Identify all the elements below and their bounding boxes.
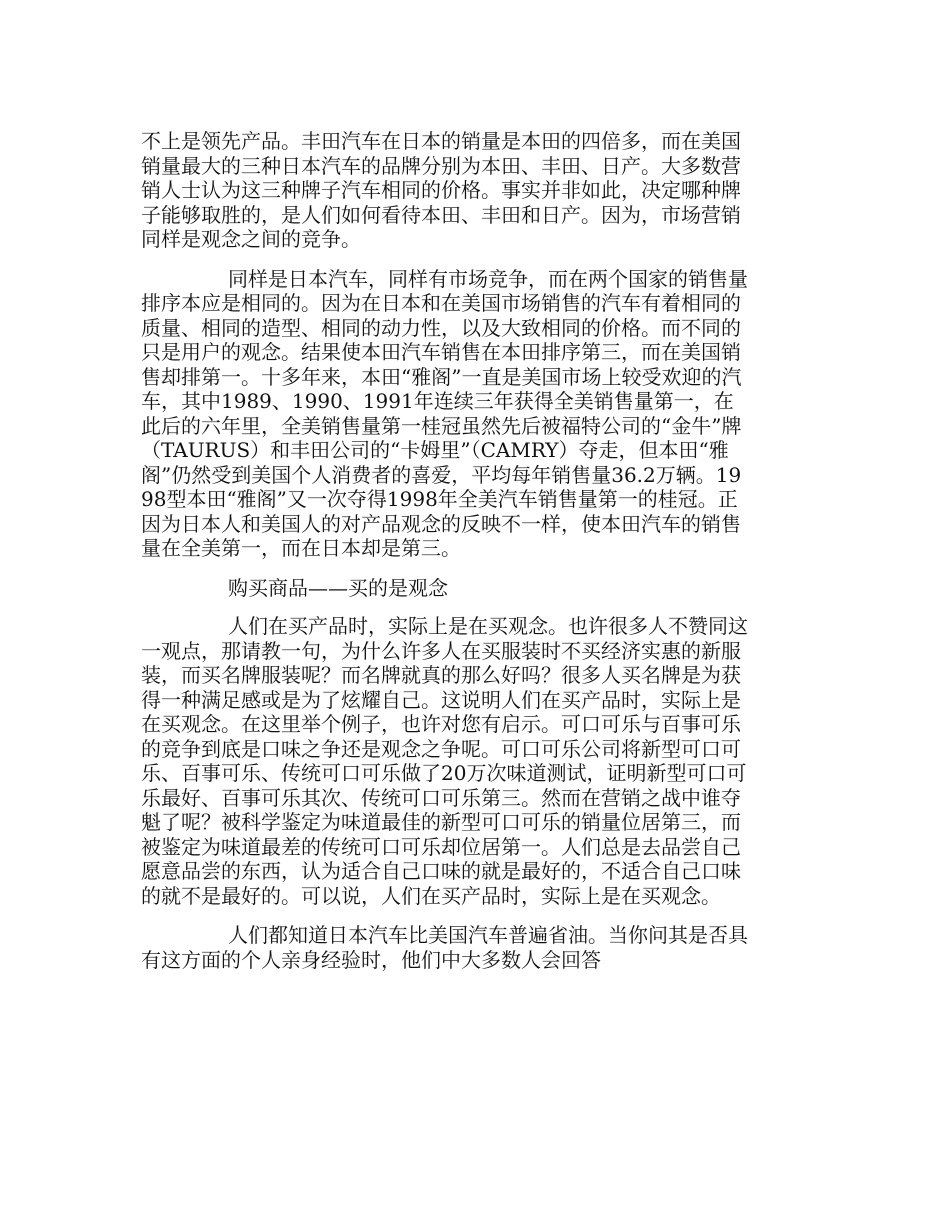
paragraph-2: 同样是日本汽车，同样有市场竞争，而在两个国家的销售量排序本应是相同的。因为在日本和在美国市场销售的汽车有着相同的质量、相同的造型、相同的动力性，以及大致相同的价格。而不同的只是用户的观念。结果使本田汽车销售在本田排序第三，而在美国销售却排第一。十多年来，本田“雅阁”一直是美国市场上较受欢迎的汽车，其中1989、1990、1991年连续三年获得全美销售量第一，在此后的六年里，全美销售量第一桂冠虽然先后被福特公司的“金牛”牌（TAURUS）和丰田公司的“卡姆里”（CAMRY）夺走，但本田“雅阁”仍然受到美国个人消费者的喜爱，平均每年销售量36.2万辆。1998型本田“雅阁”又一次夺得1998年全美汽车销售量第一的桂冠。正因为日本人和美国人的对产品观念的反映不一样，使本田汽车的销售量在全美第一，而在日本却是第三。 xyxy=(141,266,748,560)
paragraph-4: 人们都知道日本汽车比美国汽车普遍省油。当你问其是否具有这方面的个人亲身经验时，他们中大多数人会回答 xyxy=(141,923,748,972)
paragraph-1: 不上是领先产品。丰田汽车在日本的销量是本田的四倍多，而在美国销量最大的三种日本汽车的品牌分别为本田、丰田、日产。大多数营销人士认为这三种牌子汽车相同的价格。事实并非如此，决定哪种牌子能够取胜的，是人们如何看待本田、丰田和日产。因为，市场营销同样是观念之间的竞争。 xyxy=(141,129,741,251)
section-heading: 购买商品——买的是观念 xyxy=(228,575,448,600)
paragraph-3: 人们在买产品时，实际上是在买观念。也许很多人不赞同这一观点，那请教一句，为什么许多人在买服装时不买经济实惠的新服装，而买名牌服装呢？而名牌就真的那么好吗？很多人买名牌是为获得一种满足感或是为了炫耀自己。这说明人们在买产品时，实际上是在买观念。在这里举个例子，也许对您有启示。可口可乐与百事可乐的竞争到底是口味之争还是观念之争呢。可口可乐公司将新型可口可乐、百事可乐、传统可口可乐做了20万次味道测试，证明新型可口可乐最好、百事可乐其次、传统可口可乐第三。然而在营销之战中谁夺魁了呢？被科学鉴定为味道最佳的新型可口可乐的销量位居第三，而被鉴定为味道最差的传统可口可乐却位居第一。人们总是去品尝自己愿意品尝的东西，认为适合自己口味的就是最好的，不适合自己口味的就不是最好的。可以说，人们在买产品时，实际上是在买观念。 xyxy=(141,614,748,908)
document-page xyxy=(141,129,751,987)
